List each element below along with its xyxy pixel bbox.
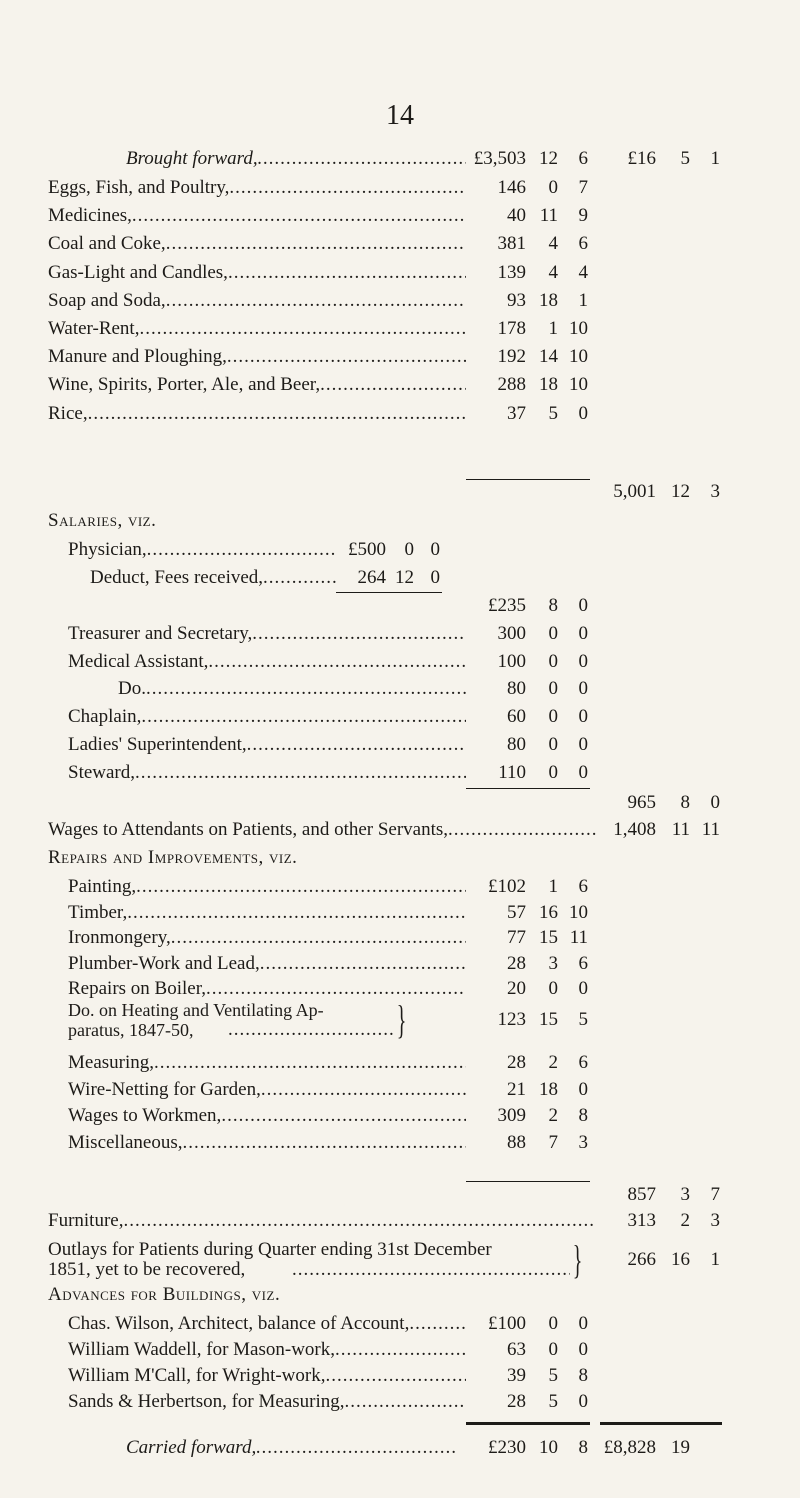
total-pounds: 1,408 (613, 819, 656, 840)
entry-label: William Waddell, for Mason-work, ..... (68, 1337, 466, 1363)
shillings: 0 (548, 1313, 558, 1334)
entry-label: Treasurer and Secretary, ..... (68, 621, 466, 647)
pence: 8 (578, 1365, 588, 1386)
ledger-row (0, 372, 800, 398)
ledger-row (0, 260, 800, 286)
pence: 3 (578, 1131, 588, 1153)
outlays-label-line1: Outlays for Patients during Quarter ending 31st December (48, 1239, 492, 1260)
total-pounds: 266 (627, 1249, 656, 1270)
pounds: £102 (488, 876, 526, 897)
ledger-row (0, 704, 800, 730)
entry-label: Medical Assistant, ..... (68, 649, 466, 675)
shillings: 4 (548, 261, 558, 283)
total-pence: 1 (710, 1249, 720, 1270)
pence: 5 (578, 1009, 588, 1030)
ledger-row (0, 1050, 800, 1076)
rule (466, 1422, 590, 1425)
carried-forward-row (0, 1435, 800, 1461)
ledger-row (0, 231, 800, 257)
total-pence: 7 (710, 1184, 720, 1205)
entry-label: Coal and Coke, ..... (48, 231, 466, 257)
pounds: 146 (497, 177, 526, 198)
pence: 0 (578, 402, 588, 424)
pence: 7 (578, 177, 588, 198)
entry-label: Painting, ..... (68, 874, 466, 900)
physician-label: Physician, ..... (68, 537, 336, 563)
pence: 10 (569, 318, 588, 339)
salaries-total-row (0, 790, 800, 816)
entry-label: Medicines, ..... (48, 203, 466, 229)
pence: 0 (578, 623, 588, 644)
shillings: 0 (404, 539, 414, 560)
entry-label: Steward, ..... (68, 760, 466, 786)
repairs-total-row (0, 1182, 800, 1208)
entry-label: Eggs, Fish, and Poultry, ..... (48, 175, 466, 201)
pounds: 77 (507, 927, 526, 948)
pounds: 57 (507, 901, 526, 923)
shillings: 0 (548, 1339, 558, 1360)
total-shillings: 8 (680, 792, 690, 813)
physician-row (0, 537, 800, 563)
pounds: 309 (497, 1105, 526, 1126)
pounds: 100 (497, 650, 526, 672)
pounds: 37 (507, 402, 526, 424)
entry-label: Rice, ..... (48, 401, 466, 427)
total-shillings: 19 (671, 1437, 690, 1458)
ledger-row (0, 288, 800, 314)
salaries-heading-row (0, 508, 800, 534)
pounds: 288 (497, 374, 526, 396)
brace-icon: } (572, 1237, 583, 1282)
pence: 1 (578, 289, 588, 311)
wages-label: Wages to Attendants on Patients, and other Servants, ..... (48, 817, 596, 843)
pence: 8 (578, 1437, 588, 1458)
entry-label: Chas. Wilson, Architect, balance of Account, ..... (68, 1311, 466, 1337)
pounds: £100 (488, 1313, 526, 1334)
ledger-row (0, 649, 800, 675)
entry-label: Gas-Light and Candles, ..... (48, 260, 466, 286)
provisions-total-row (0, 479, 800, 505)
pence: 11 (569, 927, 588, 948)
pounds: 80 (507, 678, 526, 700)
pounds: 28 (507, 952, 526, 974)
pence: 0 (578, 733, 588, 755)
shillings: 0 (548, 706, 558, 728)
pounds: 192 (497, 346, 526, 368)
total-pence: 11 (701, 819, 720, 840)
carried-forward-label: Carried forward, ..... (126, 1435, 456, 1461)
shillings: 7 (548, 1131, 558, 1153)
pence: 6 (578, 148, 588, 169)
shillings: 5 (548, 1365, 558, 1386)
ledger-row (0, 900, 800, 926)
pence: 4 (578, 261, 588, 283)
entry-label: Repairs on Boiler, ..... (68, 976, 466, 1002)
total-shillings: 12 (671, 481, 690, 502)
repairs-heading-row (0, 845, 800, 871)
pounds: 39 (507, 1365, 526, 1386)
total-shillings: 2 (680, 1210, 690, 1231)
pounds: £500 (348, 539, 386, 560)
entry-label: Wages to Workmen, ..... (68, 1103, 466, 1129)
pence: 0 (578, 595, 588, 616)
deduct-row (0, 565, 800, 591)
ledger-row (0, 203, 800, 229)
rule (600, 1422, 722, 1425)
total-pounds: £16 (627, 148, 656, 169)
pounds: 93 (507, 289, 526, 311)
pence: 0 (578, 650, 588, 672)
deduct-label: Deduct, Fees received, ..... (90, 565, 338, 591)
shillings: 0 (548, 678, 558, 700)
entry-label: Wine, Spirits, Porter, Ale, and Beer, ..... (48, 372, 466, 398)
pounds: 178 (497, 318, 526, 339)
shillings: 18 (539, 374, 558, 396)
pence: 0 (430, 539, 440, 560)
shillings: 0 (548, 733, 558, 755)
pence: 0 (578, 1313, 588, 1334)
pounds: 139 (497, 261, 526, 283)
pence: 9 (578, 205, 588, 227)
pence: 0 (578, 1078, 588, 1100)
shillings: 4 (548, 233, 558, 255)
shillings: 2 (548, 1105, 558, 1126)
shillings: 0 (548, 761, 558, 783)
total-pence: 1 (710, 148, 720, 169)
outlays-label-line2: 1851, yet to be recovered, (48, 1259, 246, 1280)
entry-label: Timber, ..... (68, 900, 466, 926)
entry-label: Ironmongery, ..... (68, 925, 466, 951)
advances-heading: Advances for Buildings, viz. (48, 1284, 281, 1305)
entry-label: Water-Rent, ..... (48, 316, 466, 342)
pence: 0 (578, 706, 588, 728)
entry-label: Miscellaneous, ..... (68, 1130, 466, 1156)
ledger-row (0, 621, 800, 647)
entry-label: Sands & Herbertson, for Measuring, ..... (68, 1389, 466, 1415)
brought-forward-row (0, 146, 800, 172)
pence: 0 (430, 567, 440, 588)
pence: 0 (578, 1339, 588, 1360)
total-shillings: 16 (671, 1249, 690, 1270)
pence: 0 (578, 1391, 588, 1412)
shillings: 18 (539, 289, 558, 311)
total-shillings: 5 (680, 148, 690, 169)
pounds: 80 (507, 733, 526, 755)
total-pence: 0 (710, 792, 720, 813)
shillings: 18 (539, 1078, 558, 1100)
pounds: 110 (498, 761, 526, 783)
ledger-row (0, 1363, 800, 1389)
total-pounds: 5,001 (613, 481, 656, 502)
pence: 6 (578, 233, 588, 255)
ledger-row (0, 1389, 800, 1415)
ledger-row (0, 951, 800, 977)
pence: 10 (569, 901, 588, 923)
rule (466, 788, 590, 789)
pence: 6 (578, 952, 588, 974)
shillings: 0 (548, 177, 558, 198)
pounds: 63 (507, 1339, 526, 1360)
pence: 6 (578, 876, 588, 897)
shillings: 2 (548, 1052, 558, 1073)
pence: 10 (569, 374, 588, 396)
pounds: 28 (507, 1391, 526, 1412)
pounds: £3,503 (473, 148, 526, 169)
ledger-row (0, 676, 800, 702)
shillings: 10 (539, 1437, 558, 1458)
entry-label: Chaplain, ..... (68, 704, 466, 730)
repairs-heading: Repairs and Improvements, viz. (48, 847, 298, 868)
pounds: 60 (507, 706, 526, 728)
outlays-dots (292, 1260, 570, 1280)
ledger-row (0, 760, 800, 786)
ledger-row (0, 732, 800, 758)
total-pounds: 857 (627, 1184, 656, 1205)
pounds: £230 (488, 1437, 526, 1458)
pounds: 40 (507, 205, 526, 227)
pence: 0 (578, 678, 588, 700)
shillings: 12 (395, 567, 414, 588)
shillings: 1 (548, 876, 558, 897)
ledger-row (0, 1337, 800, 1363)
pounds: 300 (497, 623, 526, 644)
total-shillings: 11 (671, 819, 690, 840)
furniture-row (0, 1208, 800, 1234)
shillings: 11 (539, 205, 558, 227)
brought-forward-label: Brought forward, ..... (126, 146, 466, 172)
salaries-heading: Salaries, viz. (48, 510, 157, 531)
ledger-row (0, 874, 800, 900)
total-pence: 3 (710, 481, 720, 502)
pounds: 88 (507, 1131, 526, 1153)
ledger-row (0, 1311, 800, 1337)
pence: 10 (569, 346, 588, 368)
pounds: 20 (507, 978, 526, 999)
pounds: 381 (497, 233, 526, 255)
pounds: 123 (497, 1009, 526, 1030)
entry-label: Plumber-Work and Lead, ..... (68, 951, 466, 977)
pounds: 264 (357, 567, 386, 588)
ledger-row (0, 401, 800, 427)
furniture-label: Furniture, ..... (48, 1208, 596, 1234)
shillings: 15 (539, 927, 558, 948)
shillings: 5 (548, 402, 558, 424)
heating-dots (228, 1020, 396, 1040)
entry-label: Soap and Soda, ..... (48, 288, 466, 314)
salaries-net-row (0, 593, 800, 619)
page-number: 14 (386, 100, 414, 131)
heating-label-line1: Do. on Heating and Ventilating Ap- (68, 1000, 324, 1020)
pounds: £235 (488, 595, 526, 616)
pence: 0 (578, 761, 588, 783)
ledger-row (0, 1103, 800, 1129)
entry-label: Manure and Ploughing, ..... (48, 344, 466, 370)
heating-label-line2: paratus, 1847-50, (68, 1020, 194, 1040)
advances-heading-row (0, 1282, 800, 1308)
entry-label: Measuring, ..... (68, 1050, 466, 1076)
total-pounds: 965 (627, 792, 656, 813)
shillings: 0 (548, 978, 558, 999)
ledger-row (0, 175, 800, 201)
entry-label: William M'Call, for Wright-work, ..... (68, 1363, 466, 1389)
entry-label: Do. ..... (118, 676, 466, 702)
entry-label: Ladies' Superintendent, ..... (68, 732, 466, 758)
entry-label: Wire-Netting for Garden, ..... (68, 1077, 466, 1103)
total-shillings: 3 (680, 1184, 690, 1205)
total-pounds: 313 (627, 1210, 656, 1231)
pounds: 28 (507, 1052, 526, 1073)
brace-icon: } (396, 997, 407, 1042)
shillings: 0 (548, 623, 558, 644)
shillings: 0 (548, 650, 558, 672)
shillings: 14 (539, 346, 558, 368)
ledger-row (0, 925, 800, 951)
shillings: 12 (539, 148, 558, 169)
shillings: 5 (548, 1391, 558, 1412)
pounds: 21 (507, 1078, 526, 1100)
ledger-row (0, 316, 800, 342)
shillings: 3 (548, 952, 558, 974)
pence: 6 (578, 1052, 588, 1073)
ledger-row (0, 1077, 800, 1103)
total-pounds: £8,828 (603, 1437, 656, 1458)
pence: 0 (578, 978, 588, 999)
wages-row (0, 817, 800, 843)
shillings: 16 (539, 901, 558, 923)
total-pence: 3 (710, 1210, 720, 1231)
pence: 8 (578, 1105, 588, 1126)
shillings: 15 (539, 1009, 558, 1030)
ledger-row (0, 344, 800, 370)
shillings: 1 (548, 318, 558, 339)
ledger-row (0, 1130, 800, 1156)
shillings: 8 (548, 595, 558, 616)
